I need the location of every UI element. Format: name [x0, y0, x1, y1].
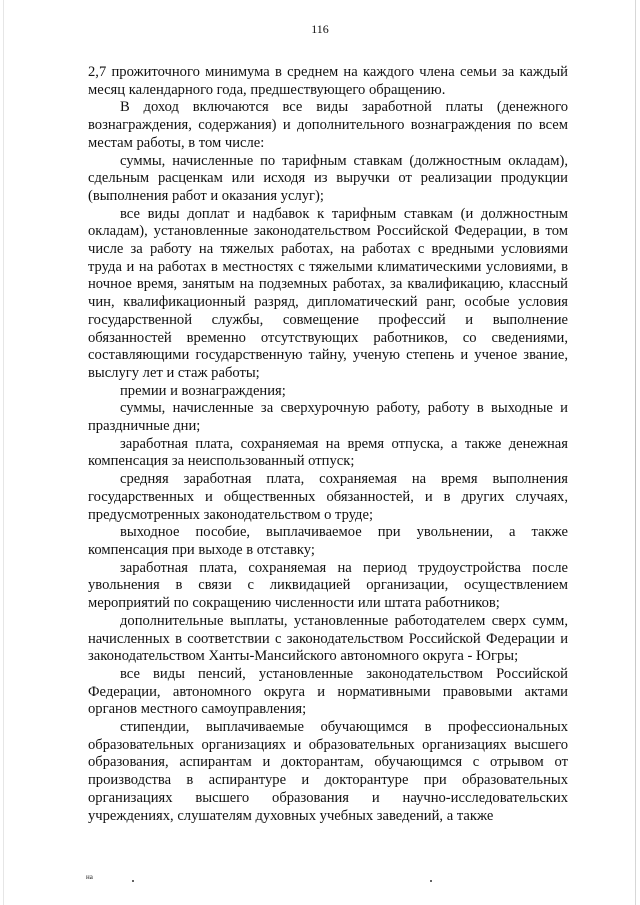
paragraph: выходное пособие, выплачиваемое при увольнении, а также компенсация при выходе в отставку;: [88, 524, 568, 558]
paragraph: 2,7 прожиточного минимума в среднем на каждого члена семьи за каждый месяц календарного года, предшествующего обращению.: [88, 64, 568, 98]
paragraph: стипендии, выплачиваемые обучающимся в профессиональных образовательных организациях и образовательных организациях высшего образования, аспирантам и докторантам, обучающимся с отрывом от производства в аспирантуре и докторантуре при образовательных организациях высшего образования и научно-исследовательских учреждениях, слушателям духовных учебных заведений, а также: [88, 719, 568, 824]
paragraph: все виды доплат и надбавок к тарифным ставкам (и должностным окладам), установленные законодательством Российской Федерации, в том числе за работу на тяжелых работах, на работах с вредными условиями труда и на работах в местностях с тяжелыми климатическими условиями, в ночное время, занятым на подземных работах, за квалификацию, классный чин, квалификационный разряд, дипломатический ранг, особые условия государственной службы, совмещение профессий и выполнение обязанностей временно отсутствующих работников, со сведениями, составляющими государственную тайну, ученую степень и ученое звание, выслугу лет и стаж работы;: [88, 205, 568, 381]
paragraph: заработная плата, сохраняемая на время отпуска, а также денежная компенсация за неиспользованный отпуск;: [88, 435, 568, 470]
paragraph: суммы, начисленные по тарифным ставкам (должностным окладам), сдельным расценкам или исходя из выручки от реализации продукции (выполнения работ и оказания услуг);: [88, 152, 568, 204]
scan-edge-left: [3, 0, 4, 905]
paragraph: дополнительные выплаты, установленные работодателем сверх сумм, начисленных в соответствии с законодательством Российской Федерации и законодательством Ханты-Мансийского автономного округа - Югры;: [88, 612, 568, 665]
document-body: [88, 64, 568, 825]
footer-mark: на: [86, 873, 93, 881]
paragraph: все виды пенсий, установленные законодательством Российской Федерации, автономного округа и нормативными правовыми актами органов местного самоуправления;: [88, 665, 568, 718]
paragraph: премии и вознаграждения;: [120, 382, 286, 399]
scan-speck: [430, 880, 432, 882]
scan-speck: [132, 880, 134, 882]
paragraph: суммы, начисленные за сверхурочную работу, работу в выходные и праздничные дни;: [88, 400, 568, 435]
paragraph: В доход включаются все виды заработной платы (денежного вознаграждения, содержания) и дополнительного вознаграждения по всем местам работы, в том числе:: [88, 99, 568, 151]
page-number: 116: [311, 22, 329, 36]
paragraph: средняя заработная плата, сохраняемая на время выполнения государственных и общественных обязанностей, и в других случаях, предусмотренных законодательством о труде;: [88, 471, 568, 523]
paragraph: заработная плата, сохраняемая на период трудоустройства после увольнения в связи с ликвидацией организации, осуществлением мероприятий по сокращению численности или штата работников;: [88, 559, 568, 612]
scan-edge-right: [635, 0, 636, 905]
